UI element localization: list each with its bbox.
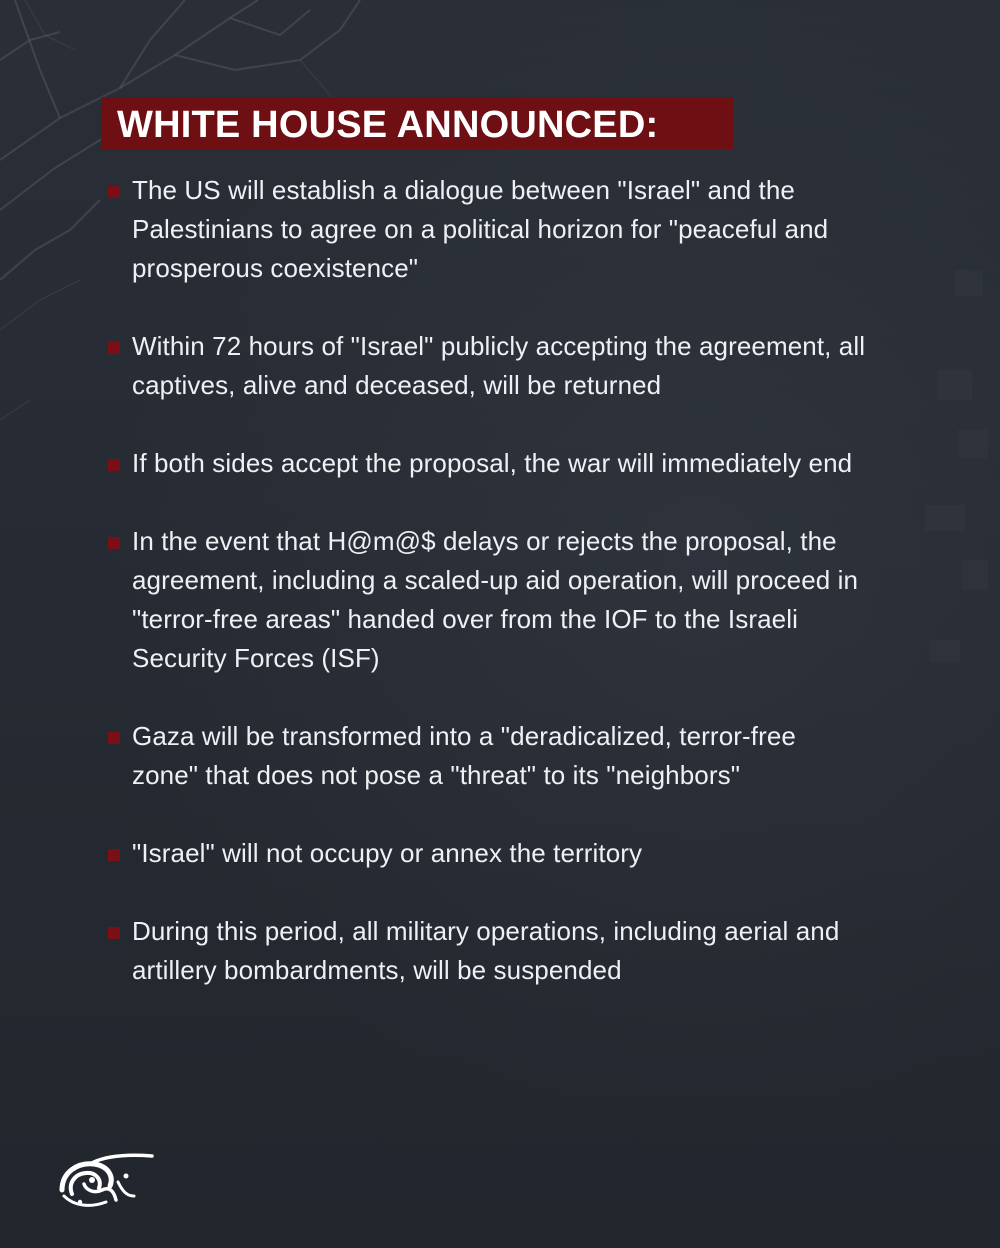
list-item <box>107 327 867 405</box>
list-item-text: In the event that H@m@$ delays or rejects the proposal, the agreement, including a scaled-up aid operation, will proceed in "terror-free areas" handed over from the IOF to the Israeli Security Forces (ISF) <box>132 526 859 673</box>
list-item <box>107 444 867 483</box>
square-bullet-icon <box>108 849 120 861</box>
square-bullet-icon <box>108 342 120 354</box>
square-bullet-icon <box>108 186 120 198</box>
list-item <box>107 912 867 990</box>
list-item <box>107 522 867 678</box>
heading-banner <box>101 97 733 149</box>
list-item <box>107 834 867 873</box>
list-item-text: The US will establish a dialogue between "Israel" and the Palestinians to agree on a political horizon for "peaceful and prosperous coexistence" <box>132 175 829 283</box>
list-item <box>107 717 867 795</box>
al-mayadeen-logo-icon <box>56 1150 156 1214</box>
list-item-text: Gaza will be transformed into a "deradicalized, terror-free zone" that does not pose a "threat" to its "neighbors" <box>132 721 796 790</box>
square-bullet-icon <box>108 732 120 744</box>
list-item <box>107 171 867 288</box>
square-bullet-icon <box>108 927 120 939</box>
list-item-text: "Israel" will not occupy or annex the territory <box>132 838 643 868</box>
list-item-text: Within 72 hours of "Israel" publicly accepting the agreement, all captives, alive and deceased, will be returned <box>132 331 866 400</box>
list-item-text: If both sides accept the proposal, the war will immediately end <box>132 448 853 478</box>
square-bullet-icon <box>108 537 120 549</box>
heading-title: WHITE HOUSE ANNOUNCED: <box>117 104 659 146</box>
list-item-text: During this period, all military operations, including aerial and artillery bombardments, will be suspended <box>132 916 840 985</box>
announcement-list <box>107 171 867 1029</box>
square-bullet-icon <box>108 459 120 471</box>
